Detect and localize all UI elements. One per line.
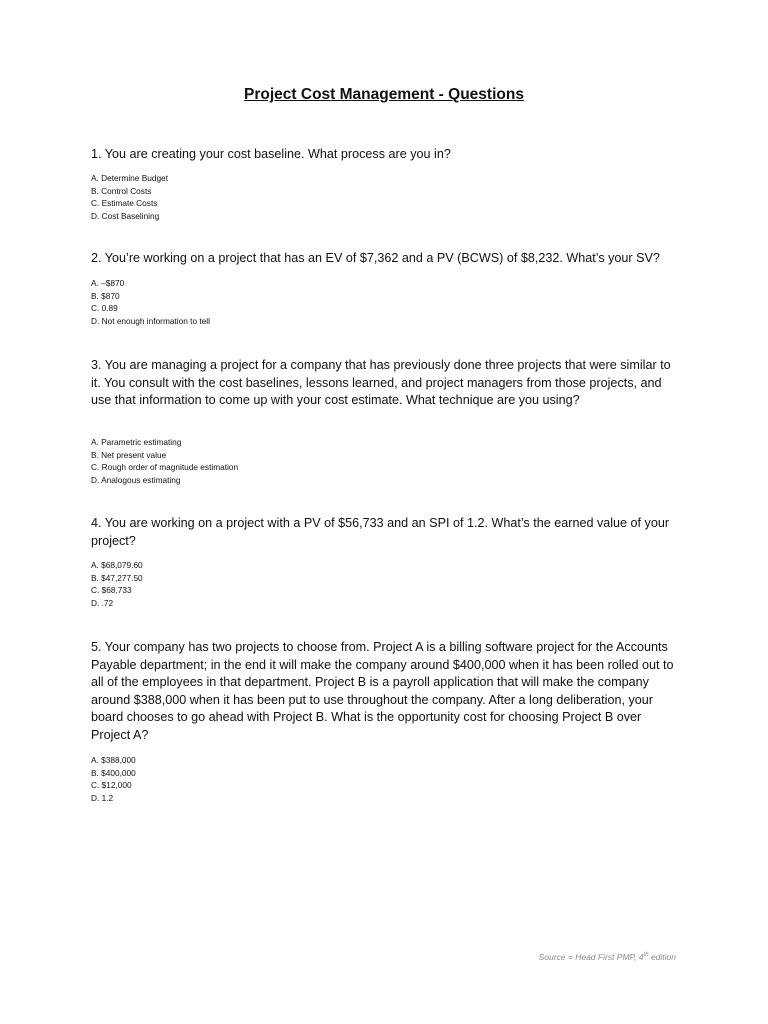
question-5: 5. Your company has two projects to choose from. Project A is a billing software project for the Accounts Payable department; in the end it will make the company around $400,000 when it has been rolled out to all of the employees in that department. Project B is a payroll application that will make the company around $388,000 when it has been put to use throughout the company. After a long deliberation, your board chooses to go ahead with Project B. What is the opportunity cost for choosing Project B over Project A?: [91, 640, 674, 742]
option-b: B. $400,000: [91, 767, 136, 778]
option-a: A. $68,079.60: [91, 560, 143, 570]
source-text: Source = Head First PMP, 4: [538, 952, 644, 962]
option-a: A. Parametric estimating: [91, 437, 182, 447]
option-d: D. .72: [91, 597, 114, 608]
option-c: C. Estimate Costs: [91, 198, 158, 209]
option-a: A. $388,000: [91, 755, 136, 765]
option-d: D. Not enough information to tell: [91, 315, 210, 326]
source-note: [539, 952, 676, 962]
question-3-options: [91, 436, 681, 486]
question-1-options: [91, 172, 681, 222]
question-3: 3. You are managing a project for a company that has previously done three projects that were similar to it. You consult with the cost baselines, lessons learned, and project managers from those projects, and use that information to come up with your cost estimate. What technique are you using?: [91, 358, 671, 408]
question-4: 4. You are working on a project with a PV of $56,733 and an SPI of 1.2. What’s the earned value of your project?: [91, 516, 670, 548]
option-d: D. Cost Baselining: [91, 210, 160, 221]
option-c: C. $12,000: [91, 780, 132, 791]
option-c: C. $68,733: [91, 585, 132, 596]
page-title: Project Cost Management - Questions: [244, 86, 524, 103]
option-d: D. Analogous estimating: [91, 474, 181, 485]
option-a: A. Determine Budget: [91, 173, 169, 183]
question-1: 1. You are creating your cost baseline. What process are you in?: [91, 147, 451, 161]
question-5-options: [91, 754, 681, 804]
option-b: B. $870: [91, 290, 120, 301]
option-b: B. Control Costs: [91, 185, 152, 196]
option-c: C. Rough order of magnitude estimation: [91, 462, 239, 473]
question-4-options: [91, 559, 681, 609]
option-a: A. –$870: [91, 278, 125, 288]
question-2-options: [91, 277, 681, 327]
option-b: B. $47,277.50: [91, 572, 143, 583]
source-superscript: th: [643, 952, 649, 959]
option-c: C. 0.89: [91, 303, 118, 314]
option-d: D. 1.2: [91, 792, 114, 803]
question-2: 2. You’re working on a project that has an EV of $7,362 and a PV (BCWS) of $8,232. What’s your SV?: [91, 251, 660, 265]
source-suffix: edition: [648, 952, 676, 962]
option-b: B. Net present value: [91, 449, 167, 460]
